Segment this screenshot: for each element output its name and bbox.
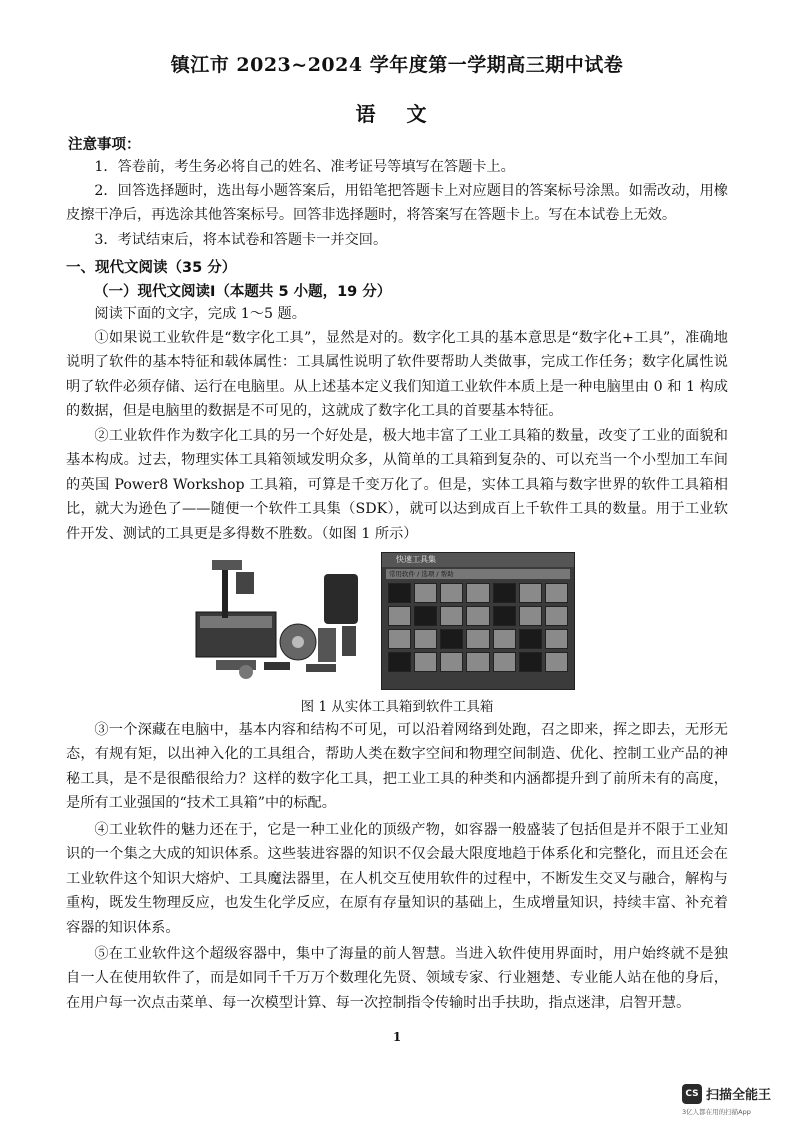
scanner-tagline: 3亿人都在用的扫描App xyxy=(682,1108,751,1116)
tool-icon xyxy=(388,629,411,649)
reading-instruction: 阅读下面的文字，完成 1～5 题。 xyxy=(94,306,306,322)
tool-icon xyxy=(414,652,437,672)
notice-item-2: 2．回答选择题时，选出每小题答案后，用铅笔把答题卡上对应题目的答案标号涂黑。如需改动，用橡皮擦干净后，再选涂其他答案标号。回答非选择题时，将答案写在答题卡上。写在本试卷上无效。 xyxy=(66,183,728,224)
scanner-app-name: 扫描全能王 xyxy=(706,1088,772,1103)
tool-icon xyxy=(519,652,542,672)
scanner-watermark xyxy=(682,1082,782,1118)
paragraph-5: ⑤在工业软件这个超级容器中，集中了海量的前人智慧。当进入软件使用界面时，用户始终就不是独自一人在使用软件了，而是如同千千万万个数理化先贤、领域专家、行业翘楚、专业能人站在他的身后，在用户每一次点击菜单、每一次模型计算、每一次控制指令传输时出手扶助，指点迷津，启智开慧。 xyxy=(66,946,728,1011)
tool-icon xyxy=(440,629,463,649)
tool-icon xyxy=(440,652,463,672)
notice-item-3: 3．考试结束后，将本试卷和答题卡一并交回。 xyxy=(94,232,388,248)
tool-icon xyxy=(545,583,568,603)
paragraph-3: ③一个深藏在电脑中，基本内容和结构不可见，可以沿着网络到处跑，召之即来，挥之即去，无形无态，有规有矩，以出神入化的工具组合，帮助人类在数字空间和物理空间制造、优化、控制工业产品的神秘工具，是不是很酷很给力？这样的数字化工具，把工业工具的种类和内涵都提升到了前所未有的高度，是所有工业强国的“技术工具箱”中的标配。 xyxy=(66,722,728,812)
tool-icon xyxy=(545,606,568,626)
tool-icon xyxy=(519,583,542,603)
tool-icon xyxy=(414,606,437,626)
tool-icon xyxy=(388,583,411,603)
toolbox-photo xyxy=(186,552,372,686)
tool-icon xyxy=(466,606,489,626)
window-menu: 常用软件 / 选项 / 帮助 xyxy=(386,569,570,579)
tool-icon xyxy=(388,652,411,672)
scanner-logo-icon: CS xyxy=(682,1084,702,1104)
tool-icon xyxy=(466,652,489,672)
software-toolbox-window xyxy=(381,552,575,690)
tool-icon xyxy=(545,629,568,649)
tool-icon xyxy=(493,583,516,603)
tool-icon xyxy=(493,629,516,649)
tool-icon-grid xyxy=(382,581,574,674)
tool-icon xyxy=(519,629,542,649)
paragraph-1: ①如果说工业软件是“数字化工具”，显然是对的。数字化工具的基本意思是“数字化+工具”，准确地说明了软件的基本特征和载体属性：工具属性说明了软件要帮助人类做事，完成工作任务；数字化属性说明了软件必须存储、运行在电脑里。从上述基本定义我们知道工业软件本质上是一种电脑里由 0 和 1 构成的数据，但是电脑里的数据是不可见的，这就成了数字化工具的首要基本特征。 xyxy=(66,330,728,420)
tool-icon xyxy=(388,606,411,626)
tool-icon xyxy=(440,606,463,626)
tool-icon xyxy=(545,652,568,672)
section-heading: 一、现代文阅读（35 分） xyxy=(66,260,237,276)
notice-item-1: 1．答卷前，考生务必将自己的姓名、准考证号等填写在答题卡上。 xyxy=(94,159,515,175)
tool-icon xyxy=(519,606,542,626)
notice-heading: 注意事项： xyxy=(68,137,141,153)
tool-icon xyxy=(493,606,516,626)
tool-icon xyxy=(493,652,516,672)
exam-title: 镇江市 2023~2024 学年度第一学期高三期中试卷 xyxy=(170,54,624,76)
figure-caption: 图 1 从实体工具箱到软件工具箱 xyxy=(300,699,494,715)
page-number: 1 xyxy=(392,1030,402,1044)
paragraph-4: ④工业软件的魅力还在于，它是一种工业化的顶级产物，如容器一般盛装了包括但是并不限于工业知识的一个集之大成的知识体系。这些装进容器的知识不仅会最大限度地趋于体系化和完整化，而且还会在工业软件这个知识大熔炉、工具魔法器里，在人机交互使用软件的过程中，不断发生交叉与融合，解构与重构，既发生物理反应，也发生化学反应，在原有存量知识的基础上，生成增量知识，持续丰富、补充着容器的知识体系。 xyxy=(66,822,728,936)
tool-icon xyxy=(440,583,463,603)
paragraph-2: ②工业软件作为数字化工具的另一个好处是，极大地丰富了工业工具箱的数量，改变了工业的面貌和基本构成。过去，物理实体工具箱领域发明众多，从简单的工具箱到复杂的、可以充当一个小型加工车间的英国 Power8 Workshop 工具箱，可算是千变万化了。但是，实体工具箱与数字世界的软件工具箱相比，就大为逊色了——随便一个软件工具集（SDK），就可以达到成百上千软件工具的数量。用于工业软件开发、测试的工具更是多得数不胜数。（如图 1 所示） xyxy=(66,428,728,542)
tool-icon xyxy=(466,629,489,649)
tool-icon xyxy=(414,583,437,603)
window-title: 快速工具集 xyxy=(382,553,574,567)
tool-icon xyxy=(466,583,489,603)
subject-title: 语 文 xyxy=(355,102,439,126)
tool-icon xyxy=(414,629,437,649)
subsection-heading: （一）现代文阅读Ⅰ（本题共 5 小题，19 分） xyxy=(94,284,392,300)
